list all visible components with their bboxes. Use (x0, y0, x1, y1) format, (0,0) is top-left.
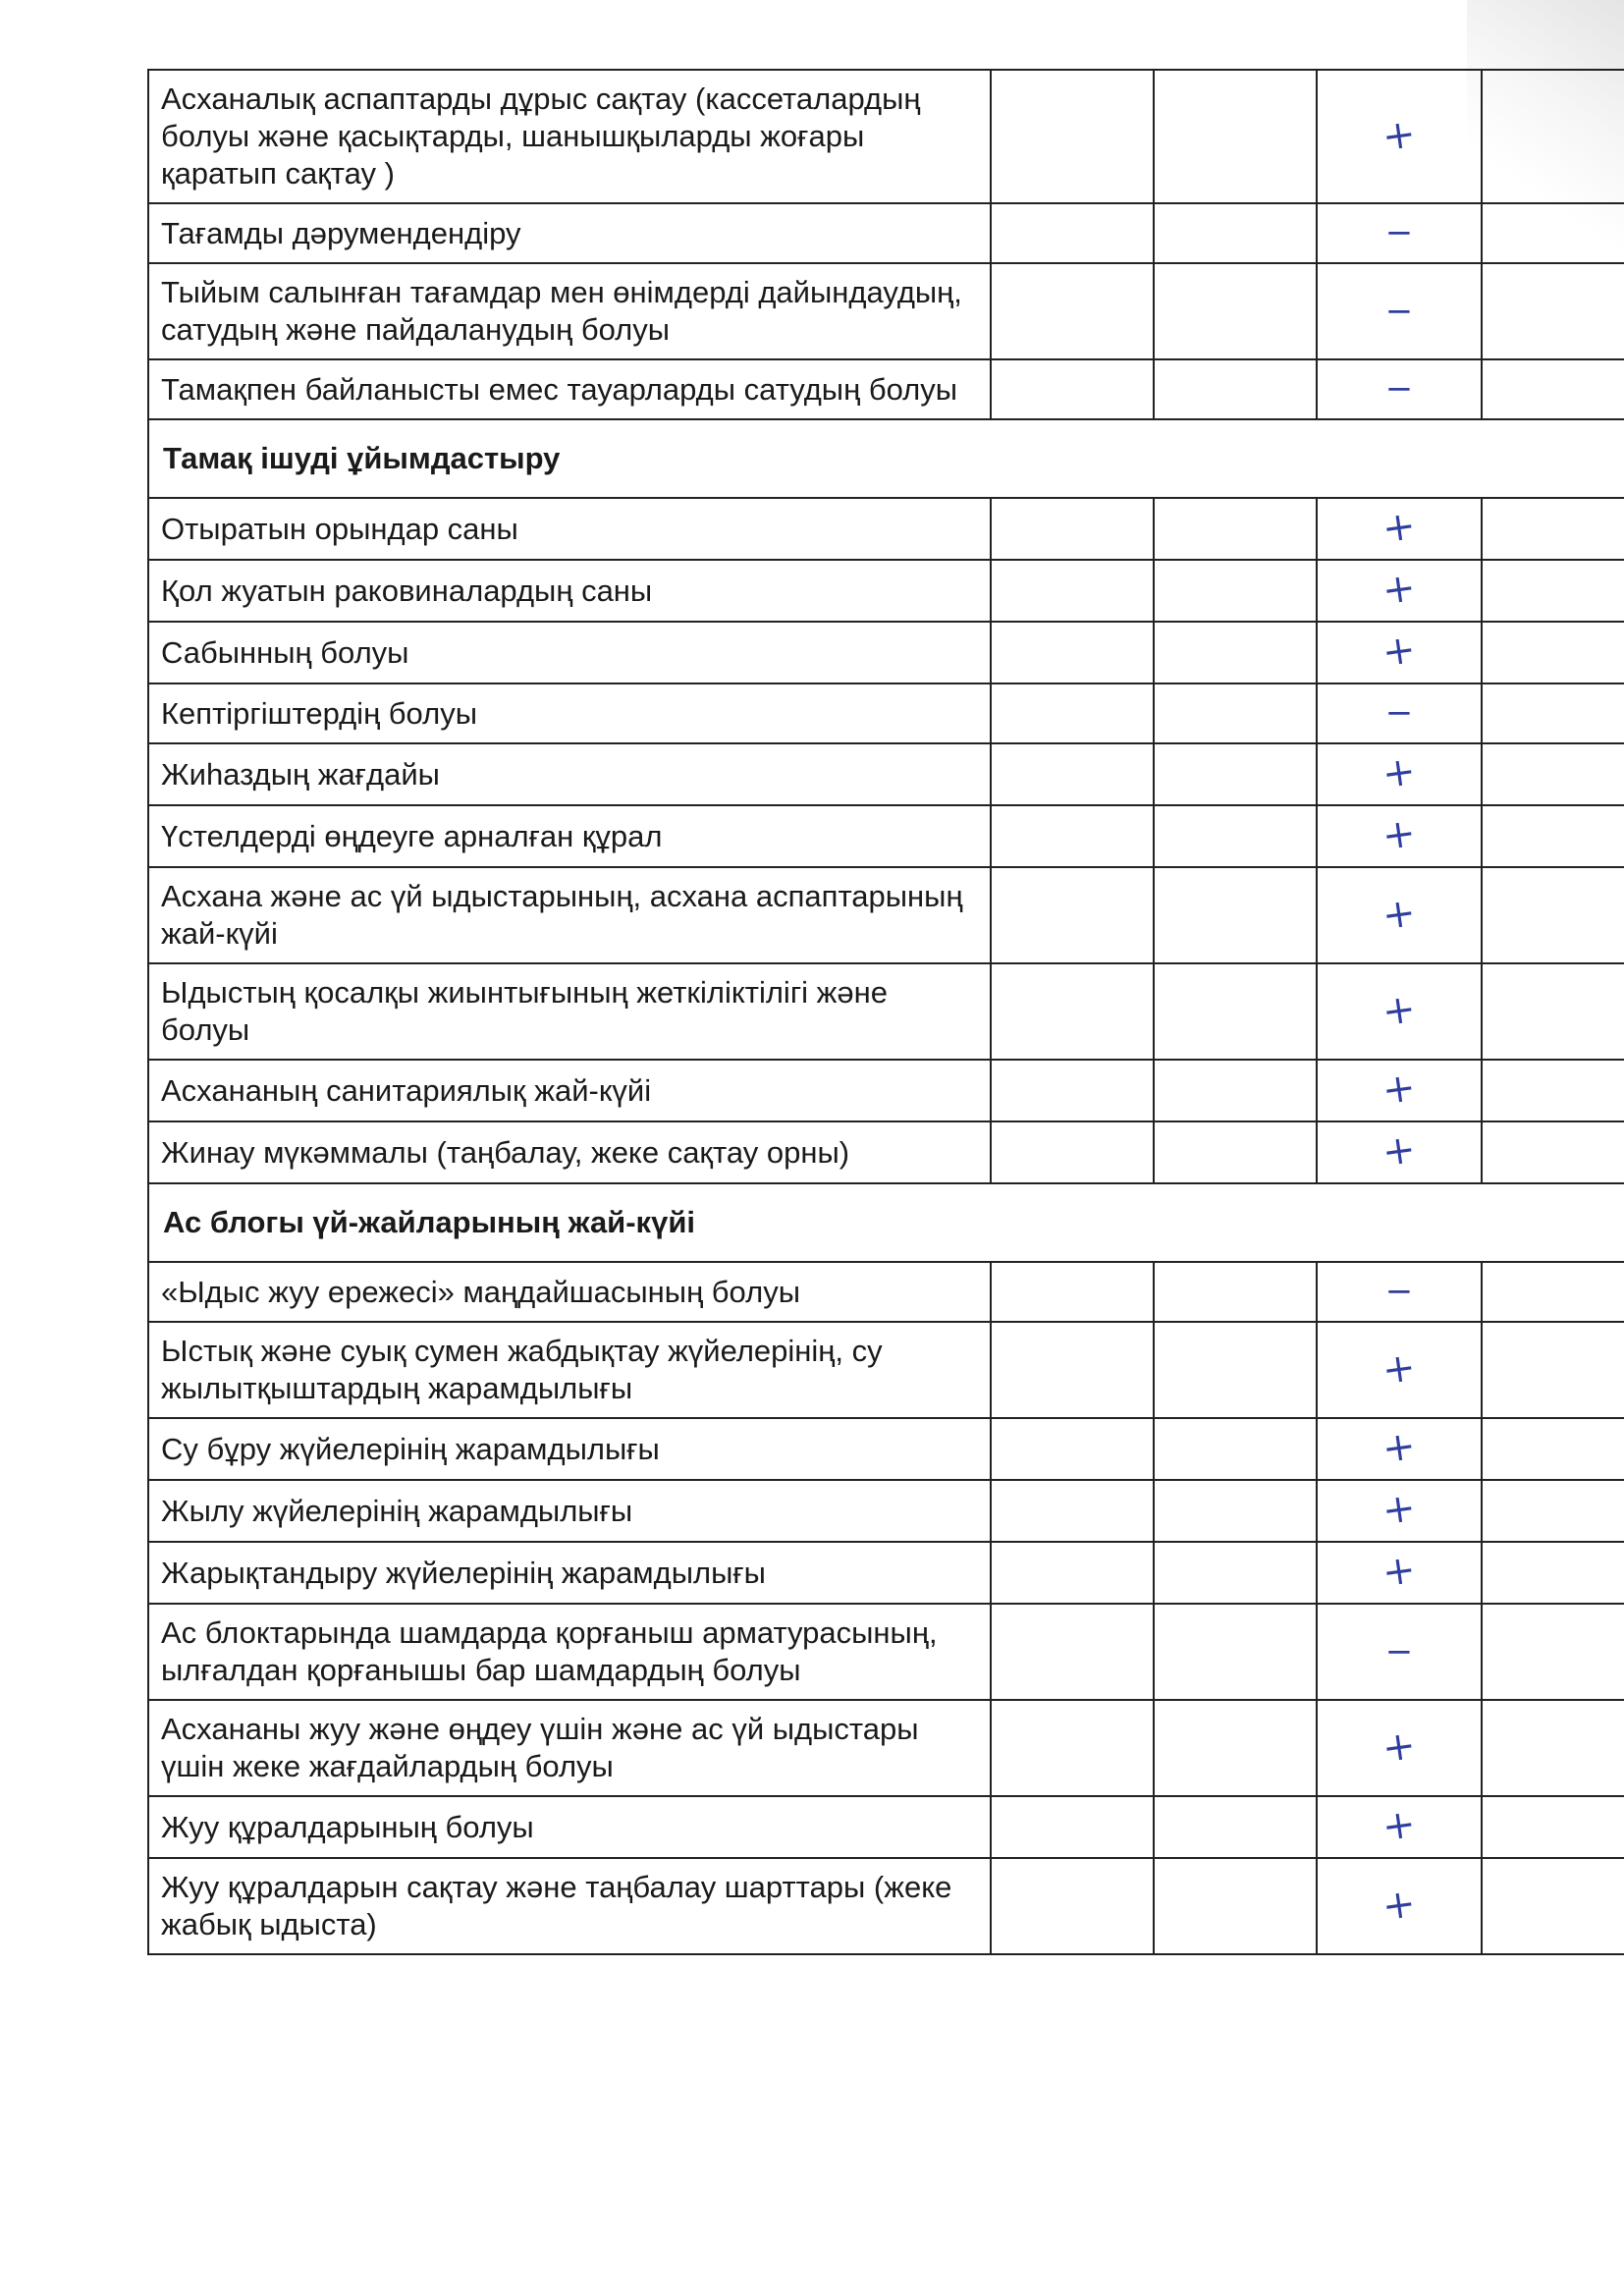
table-row (148, 1418, 1624, 1480)
criterion-text: Тыйым салынған тағамдар мен өнімдерді дайындаудың, сатудың және пайдаланудың болуы (148, 263, 991, 359)
handwritten-mark: + (1380, 1484, 1419, 1535)
empty-cell (1482, 1604, 1624, 1700)
table-row (148, 1480, 1624, 1542)
mark-cell (1317, 743, 1482, 805)
empty-cell (991, 1418, 1154, 1480)
empty-cell (1154, 1262, 1317, 1322)
empty-cell (991, 1796, 1154, 1858)
empty-cell (1154, 1542, 1317, 1604)
mark-cell (1317, 70, 1482, 203)
criterion-text: Ас блоктарында шамдарда қорғаныш арматурасының, ылғалдан қорғанышы бар шамдардың болуы (148, 1604, 991, 1700)
handwritten-mark: − (1384, 693, 1414, 733)
section-header-row (148, 419, 1624, 498)
table-row (148, 622, 1624, 683)
criterion-text: Отыратын орындар саны (148, 498, 991, 560)
table-row (148, 1796, 1624, 1858)
empty-cell (1482, 1796, 1624, 1858)
mark-cell (1317, 1322, 1482, 1418)
criterion-text: Асхананың санитариялық жай-күйі (148, 1060, 991, 1121)
empty-cell (1154, 263, 1317, 359)
mark-cell (1317, 359, 1482, 419)
table-row (148, 263, 1624, 359)
empty-cell (1482, 70, 1624, 203)
handwritten-mark: + (1380, 1125, 1419, 1176)
criterion-text: Жинау мүкәммалы (таңбалау, жеке сақтау орны) (148, 1121, 991, 1183)
table-row (148, 359, 1624, 419)
empty-cell (991, 963, 1154, 1060)
empty-cell (1154, 560, 1317, 622)
empty-cell (1482, 560, 1624, 622)
empty-cell (991, 203, 1154, 263)
mark-cell (1317, 1121, 1482, 1183)
handwritten-mark: + (1380, 1880, 1419, 1930)
section-header-row (148, 1183, 1624, 1262)
handwritten-mark: − (1384, 213, 1414, 252)
empty-cell (991, 1121, 1154, 1183)
table-row (148, 560, 1624, 622)
handwritten-mark: − (1384, 291, 1414, 331)
criterion-text: Асхананы жуу және өңдеу үшін және ас үй ыдыстары үшін жеке жағдайлардың болуы (148, 1700, 991, 1796)
empty-cell (991, 743, 1154, 805)
mark-cell (1317, 1418, 1482, 1480)
empty-cell (1482, 498, 1624, 560)
empty-cell (991, 622, 1154, 683)
empty-cell (1482, 805, 1624, 867)
handwritten-mark: + (1380, 1800, 1419, 1851)
table-row (148, 498, 1624, 560)
empty-cell (1482, 263, 1624, 359)
empty-cell (991, 1322, 1154, 1418)
handwritten-mark: + (1380, 110, 1419, 160)
table-row (148, 1858, 1624, 1954)
table-row (148, 867, 1624, 963)
handwritten-mark: + (1380, 1343, 1419, 1394)
mark-cell (1317, 1060, 1482, 1121)
handwritten-mark: + (1380, 626, 1419, 677)
empty-cell (1154, 1121, 1317, 1183)
handwritten-mark: + (1380, 1722, 1419, 1772)
mark-cell (1317, 1604, 1482, 1700)
empty-cell (1154, 743, 1317, 805)
empty-cell (1482, 1418, 1624, 1480)
mark-cell (1317, 1480, 1482, 1542)
table-row (148, 1604, 1624, 1700)
empty-cell (1154, 359, 1317, 419)
mark-cell (1317, 963, 1482, 1060)
handwritten-mark: − (1384, 1272, 1414, 1311)
criterion-text: Ыдыстың қосалқы жиынтығының жеткіліктілігі және болуы (148, 963, 991, 1060)
empty-cell (991, 359, 1154, 419)
empty-cell (1482, 1858, 1624, 1954)
mark-cell (1317, 263, 1482, 359)
mark-cell (1317, 1796, 1482, 1858)
empty-cell (1154, 805, 1317, 867)
mark-cell (1317, 1700, 1482, 1796)
empty-cell (1482, 963, 1624, 1060)
criterion-text: Кептіргіштердің болуы (148, 683, 991, 743)
table-row (148, 1121, 1624, 1183)
criterion-text: Қол жуатын раковиналардың саны (148, 560, 991, 622)
table-row (148, 1262, 1624, 1322)
handwritten-mark: + (1380, 502, 1419, 553)
empty-cell (991, 1604, 1154, 1700)
empty-cell (991, 1700, 1154, 1796)
empty-cell (1154, 622, 1317, 683)
empty-cell (1154, 1060, 1317, 1121)
handwritten-mark: + (1380, 747, 1419, 798)
empty-cell (1154, 1418, 1317, 1480)
table-row (148, 1542, 1624, 1604)
empty-cell (1154, 963, 1317, 1060)
mark-cell (1317, 1262, 1482, 1322)
empty-cell (991, 263, 1154, 359)
mark-cell (1317, 622, 1482, 683)
empty-cell (1154, 498, 1317, 560)
criterion-text: Жуу құралдарын сақтау және таңбалау шарттары (жеке жабық ыдыста) (148, 1858, 991, 1954)
empty-cell (1482, 1262, 1624, 1322)
empty-cell (1154, 1480, 1317, 1542)
mark-cell (1317, 867, 1482, 963)
empty-cell (1154, 683, 1317, 743)
empty-cell (991, 560, 1154, 622)
empty-cell (1482, 1322, 1624, 1418)
empty-cell (991, 1060, 1154, 1121)
empty-cell (1482, 1480, 1624, 1542)
criterion-text: Тағамды дәрумендендіру (148, 203, 991, 263)
criterion-text: Су бұру жүйелерінің жарамдылығы (148, 1418, 991, 1480)
mark-cell (1317, 683, 1482, 743)
empty-cell (1482, 359, 1624, 419)
handwritten-mark: + (1380, 1064, 1419, 1115)
empty-cell (1482, 683, 1624, 743)
criterion-text: Тамақпен байланысты емес тауарларды сатудың болуы (148, 359, 991, 419)
criterion-text: Жуу құралдарының болуы (148, 1796, 991, 1858)
empty-cell (1154, 1322, 1317, 1418)
mark-cell (1317, 1858, 1482, 1954)
criterion-text: Жарықтандыру жүйелерінің жарамдылығы (148, 1542, 991, 1604)
empty-cell (991, 1858, 1154, 1954)
empty-cell (991, 1542, 1154, 1604)
empty-cell (1154, 1604, 1317, 1700)
mark-cell (1317, 1542, 1482, 1604)
table-row (148, 805, 1624, 867)
handwritten-mark: − (1384, 1631, 1414, 1671)
criterion-text: Жиһаздың жағдайы (148, 743, 991, 805)
mark-cell (1317, 560, 1482, 622)
empty-cell (1154, 1796, 1317, 1858)
criterion-text: Жылу жүйелерінің жарамдылығы (148, 1480, 991, 1542)
mark-cell (1317, 805, 1482, 867)
table-row (148, 963, 1624, 1060)
empty-cell (991, 498, 1154, 560)
section-title: Тамақ ішуді ұйымдастыру (148, 419, 1624, 498)
section-title: Ас блогы үй-жайларының жай-күйі (148, 1183, 1624, 1262)
table-row (148, 1700, 1624, 1796)
empty-cell (1482, 1121, 1624, 1183)
handwritten-mark: + (1380, 564, 1419, 615)
handwritten-mark: + (1380, 1422, 1419, 1473)
empty-cell (1482, 867, 1624, 963)
mark-cell (1317, 498, 1482, 560)
empty-cell (1482, 1060, 1624, 1121)
empty-cell (1482, 743, 1624, 805)
criterion-text: Сабынның болуы (148, 622, 991, 683)
criterion-text: Асханалық аспаптарды дұрыс сақтау (кассеталардың болуы және қасықтарды, шанышқыларды жоғары қаратып сақтау ) (148, 70, 991, 203)
handwritten-mark: + (1380, 1546, 1419, 1597)
empty-cell (991, 805, 1154, 867)
empty-cell (1154, 203, 1317, 263)
empty-cell (991, 1262, 1154, 1322)
empty-cell (1154, 70, 1317, 203)
table-row (148, 1322, 1624, 1418)
table-row (148, 203, 1624, 263)
empty-cell (1482, 203, 1624, 263)
empty-cell (1482, 1542, 1624, 1604)
handwritten-mark: + (1380, 889, 1419, 939)
table-row (148, 70, 1624, 203)
mark-cell (1317, 203, 1482, 263)
empty-cell (991, 867, 1154, 963)
criterion-text: Үстелдерді өңдеуге арналған құрал (148, 805, 991, 867)
empty-cell (1154, 1858, 1317, 1954)
empty-cell (991, 1480, 1154, 1542)
criterion-text: Асхана және ас үй ыдыстарының, асхана аспаптарының жай-күйі (148, 867, 991, 963)
empty-cell (1482, 1700, 1624, 1796)
empty-cell (1154, 1700, 1317, 1796)
checklist-table (147, 69, 1624, 1955)
table-row (148, 1060, 1624, 1121)
empty-cell (991, 70, 1154, 203)
criterion-text: «Ыдыс жуу ережесі» маңдайшасының болуы (148, 1262, 991, 1322)
handwritten-mark: − (1384, 369, 1414, 409)
handwritten-mark: + (1380, 985, 1419, 1035)
table-row (148, 743, 1624, 805)
handwritten-mark: + (1380, 809, 1419, 860)
empty-cell (991, 683, 1154, 743)
criterion-text: Ыстық және суық сумен жабдықтау жүйелерінің, су жылытқыштардың жарамдылығы (148, 1322, 991, 1418)
table-row (148, 683, 1624, 743)
empty-cell (1154, 867, 1317, 963)
empty-cell (1482, 622, 1624, 683)
